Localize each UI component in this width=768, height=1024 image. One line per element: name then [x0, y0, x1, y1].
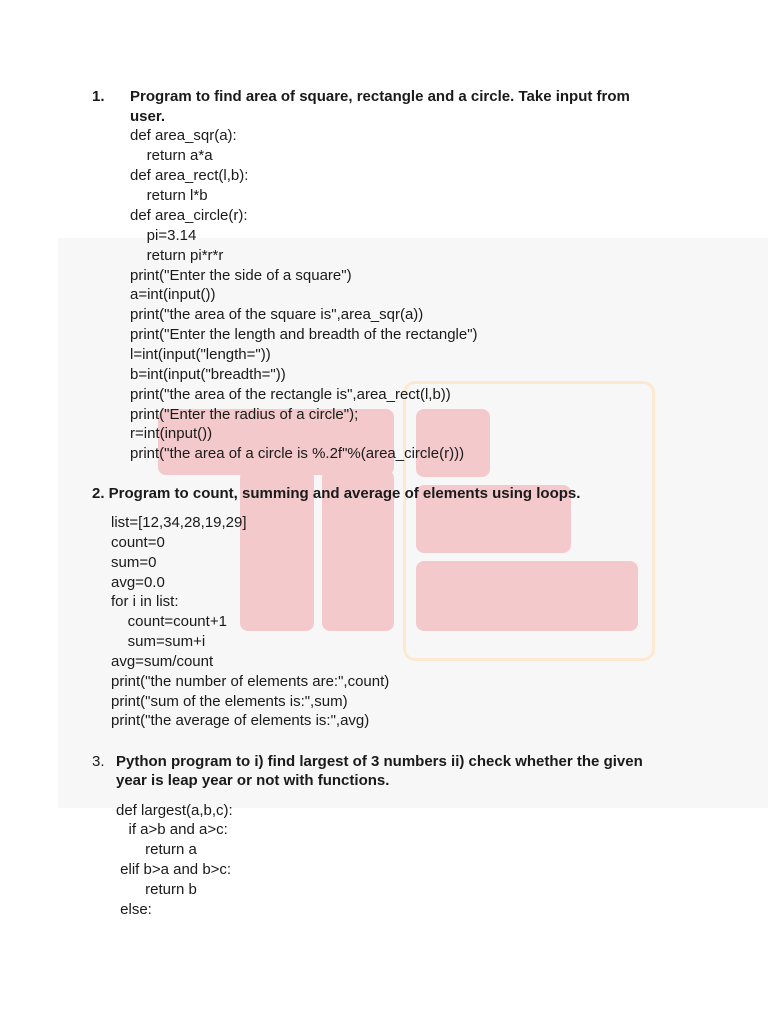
- code-line: count=0: [111, 534, 165, 551]
- code-line: else:: [116, 901, 152, 918]
- code-line: if a>b and a>c:: [116, 821, 228, 838]
- code-line: def largest(a,b,c):: [116, 802, 233, 819]
- code-line: return a*a: [130, 147, 213, 164]
- code-line: for i in list:: [111, 593, 179, 610]
- code-line: elif b>a and b>c:: [116, 861, 232, 878]
- code-line: list=[12,34,28,19,29]: [111, 514, 247, 531]
- section1-number: 1.: [92, 88, 105, 105]
- section3-heading-line1: Python program to i) find largest of 3 numbers ii) check whether the given: [116, 753, 643, 770]
- code-line: sum=0: [111, 554, 157, 571]
- code-line: b=int(input("breadth=")): [130, 366, 286, 383]
- code-line: return a: [116, 841, 197, 858]
- code-line: def area_circle(r):: [130, 207, 248, 224]
- code-line: l=int(input("length=")): [130, 346, 271, 363]
- code-line: pi=3.14: [130, 227, 197, 244]
- code-line: return b: [116, 881, 197, 898]
- code-line: print("the average of elements is:",avg): [111, 712, 370, 729]
- code-line: count=count+1: [111, 613, 227, 630]
- code-line: print("Enter the length and breadth of the rectangle"): [130, 326, 478, 343]
- code-line: avg=sum/count: [111, 653, 214, 670]
- section3-heading-line2: year is leap year or not with functions.: [116, 772, 390, 789]
- code-line: r=int(input()): [130, 425, 213, 442]
- section2-heading: 2. Program to count, summing and average of elements using loops.: [92, 485, 581, 502]
- code-line: def area_rect(l,b):: [130, 167, 249, 184]
- code-line: print("the area of the rectangle is",area_rect(l,b)): [130, 386, 451, 403]
- code-line: a=int(input()): [130, 286, 216, 303]
- code-line: print("sum of the elements is:",sum): [111, 693, 348, 710]
- code-line: return l*b: [130, 187, 208, 204]
- section1-heading-line2: user.: [130, 108, 166, 125]
- code-line: print("the area of the square is",area_sqr(a)): [130, 306, 424, 323]
- section1-heading-line1: Program to find area of square, rectangle and a circle. Take input from: [130, 88, 630, 105]
- code-line: avg=0.0: [111, 574, 165, 591]
- section3-number: 3.: [92, 753, 105, 770]
- code-line: def area_sqr(a):: [130, 127, 237, 144]
- code-line: print("Enter the radius of a circle");: [130, 406, 359, 423]
- code-line: print("the area of a circle is %.2f"%(area_circle(r))): [130, 445, 465, 462]
- code-line: sum=sum+i: [111, 633, 206, 650]
- code-line: print("Enter the side of a square"): [130, 267, 352, 284]
- code-line: return pi*r*r: [130, 247, 224, 264]
- code-line: print("the number of elements are:",count): [111, 673, 390, 690]
